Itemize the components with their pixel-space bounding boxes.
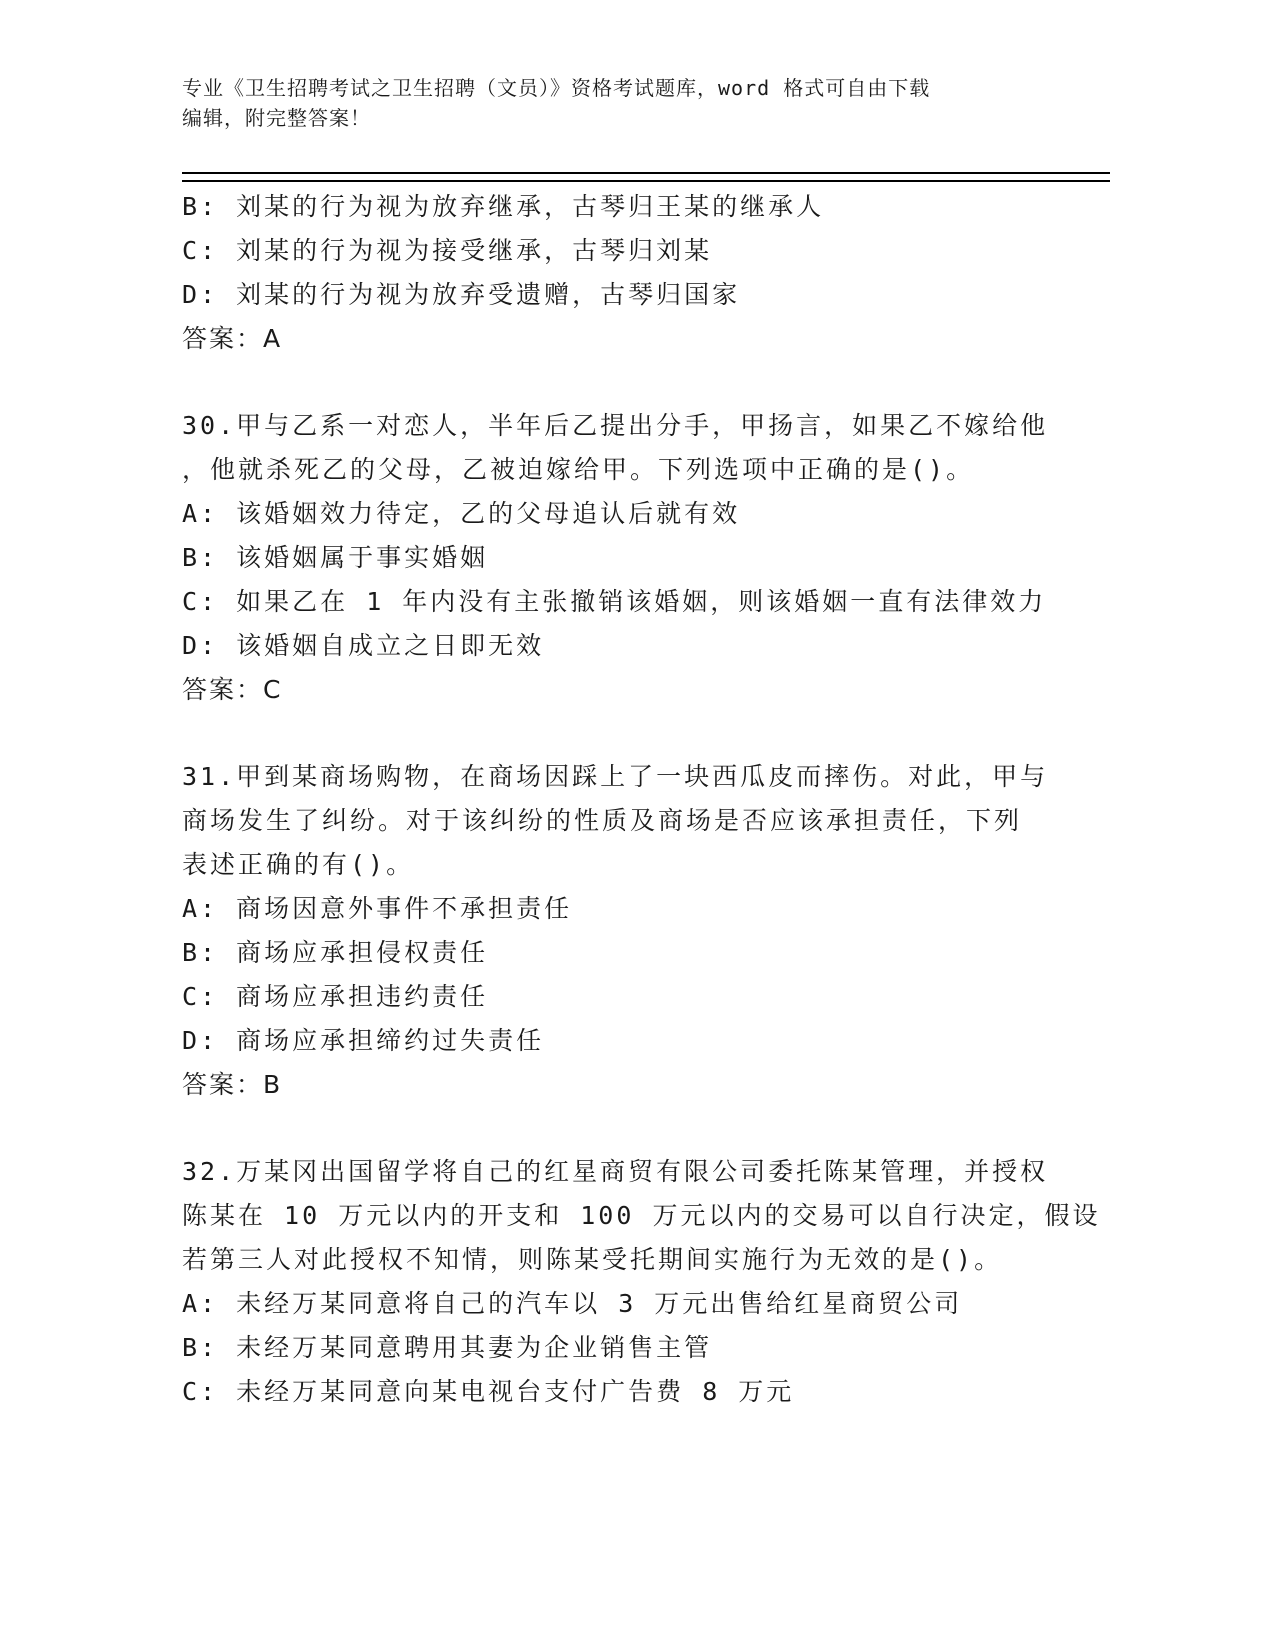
option-b: B: 刘某的行为视为放弃继承，古琴归王某的继承人 [182, 192, 825, 221]
header-divider-bottom [182, 180, 1110, 182]
header-line-1: 专业《卫生招聘考试之卫生招聘（文员）》资格考试题库，word 格式可自由下载 [182, 76, 931, 100]
question-32 [182, 1150, 1101, 1414]
question-stem-line: 若第三人对此授权不知情，则陈某受托期间实施行为无效的是()。 [182, 1245, 1003, 1274]
option-a: A: 未经万某同意将自己的汽车以 3 万元出售给红星商贸公司 [182, 1289, 963, 1318]
option-d: D: 商场应承担缔约过失责任 [182, 1026, 545, 1055]
option-c: C: 商场应承担违约责任 [182, 982, 489, 1011]
answer: 答案：B [182, 1070, 283, 1099]
answer: 答案：A [182, 324, 283, 353]
option-c: C: 如果乙在 1 年内没有主张撤销该婚姻，则该婚姻一直有法律效力 [182, 587, 1047, 616]
spacer [182, 712, 1062, 755]
option-c: C: 未经万某同意向某电视台支付广告费 8 万元 [182, 1377, 795, 1406]
header-divider-top [182, 172, 1110, 174]
question-stem-line: 表述正确的有()。 [182, 850, 415, 879]
spacer [182, 1107, 1062, 1150]
question-stem-line: 32.万某冈出国留学将自己的红星商贸有限公司委托陈某管理，并授权 [182, 1157, 1049, 1186]
option-b: B: 商场应承担侵权责任 [182, 938, 489, 967]
question-list [182, 185, 1101, 1414]
option-d: D: 该婚姻自成立之日即无效 [182, 631, 545, 660]
option-a: A: 该婚姻效力待定，乙的父母追认后就有效 [182, 499, 741, 528]
question-stem-line: ，他就杀死乙的父母，乙被迫嫁给甲。下列选项中正确的是()。 [182, 455, 975, 484]
question-stem-line: 31.甲到某商场购物，在商场因踩上了一块西瓜皮而摔伤。对此，甲与 [182, 762, 1049, 791]
question-30 [182, 404, 1062, 712]
option-a: A: 商场因意外事件不承担责任 [182, 894, 573, 923]
question-stem-line: 30.甲与乙系一对恋人，半年后乙提出分手，甲扬言，如果乙不嫁给他 [182, 411, 1049, 440]
question-31 [182, 755, 1062, 1107]
question-prev [182, 185, 1062, 361]
question-stem-line: 商场发生了纠纷。对于该纠纷的性质及商场是否应该承担责任，下列 [182, 806, 1023, 835]
answer: 答案：C [182, 675, 283, 704]
document-header [182, 73, 1042, 133]
header-line-2: 编辑，附完整答案！ [182, 106, 371, 130]
option-b: B: 该婚姻属于事实婚姻 [182, 543, 489, 572]
option-c: C: 刘某的行为视为接受继承，古琴归刘某 [182, 236, 713, 265]
spacer [182, 361, 1062, 404]
question-stem-line: 陈某在 10 万元以内的开支和 100 万元以内的交易可以自行决定，假设 [182, 1201, 1101, 1230]
option-d: D: 刘某的行为视为放弃受遗赠，古琴归国家 [182, 280, 741, 309]
option-b: B: 未经万某同意聘用其妻为企业销售主管 [182, 1333, 713, 1362]
